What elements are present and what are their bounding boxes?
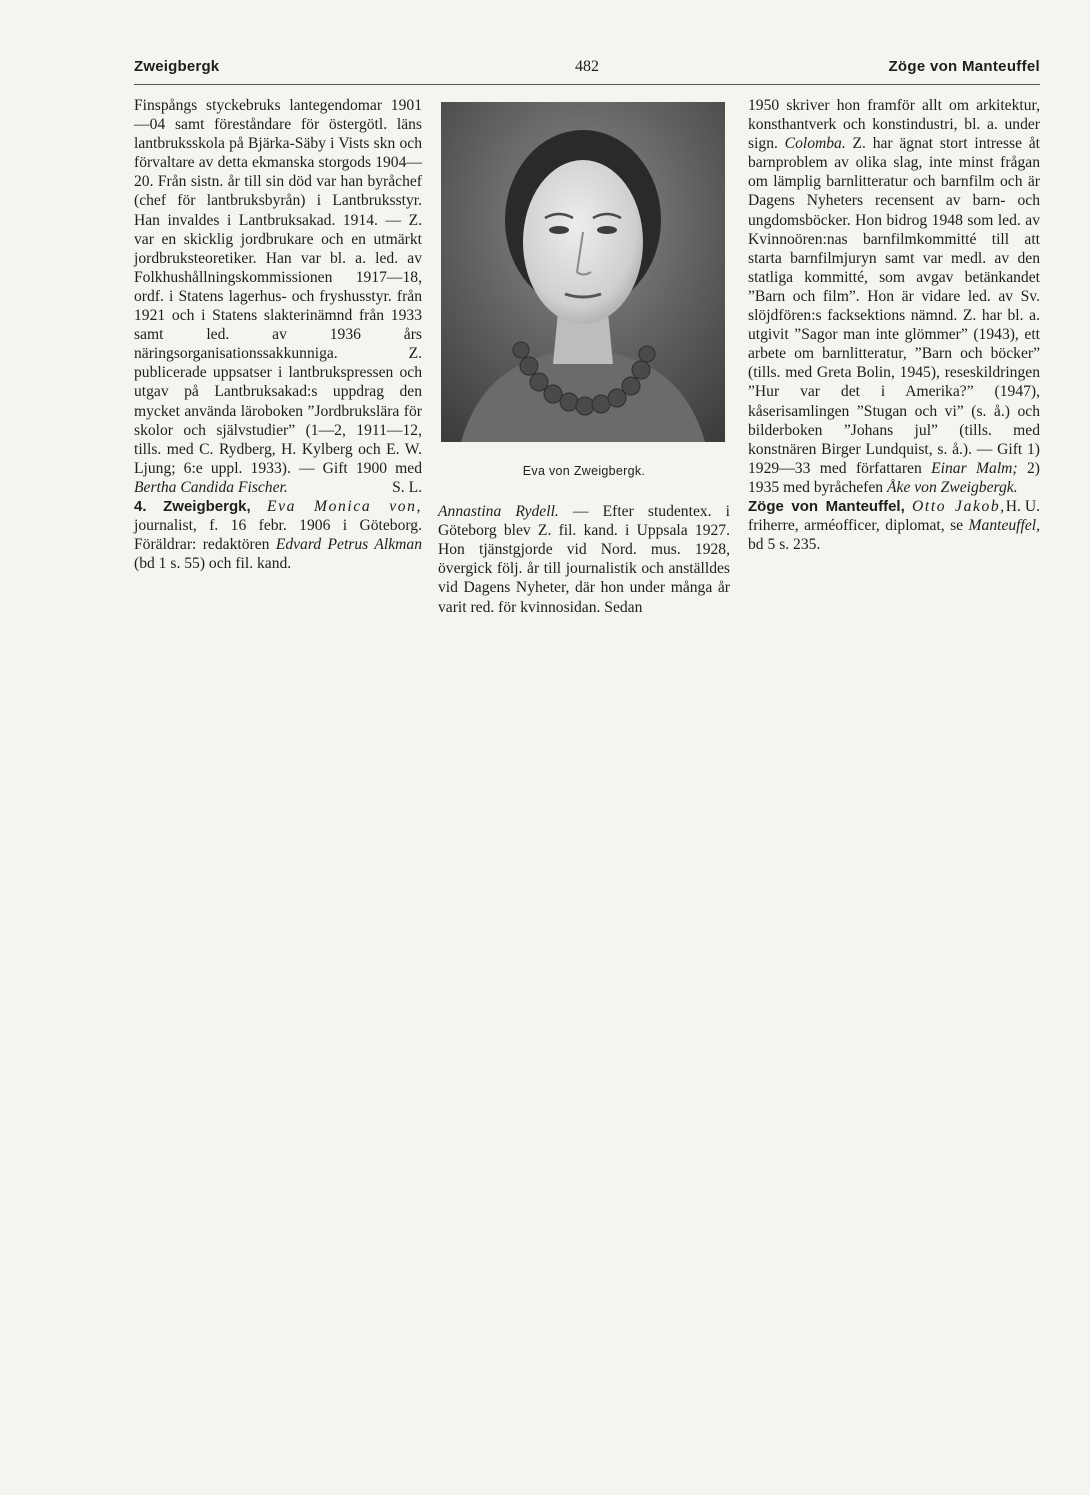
entry-eva-father: Edvard Petrus Alkman: [275, 536, 422, 554]
portrait-photo: [441, 102, 725, 442]
entry-eva-end-text-a: 1950 skriver hon framför allt om arkitektur, konsthantverk och konstindustri, bl. a. under sign.: [748, 97, 1040, 153]
entry-zoge-reference: Manteuffel,: [968, 517, 1040, 535]
entry-eva-text-rest: (bd 1 s. 55) och fil. kand.: [134, 555, 292, 573]
header-rule: [134, 84, 1040, 85]
entry-eva-husband-1: Einar Malm;: [931, 459, 1018, 477]
entry-eva-mother: Annastina Rydell.: [438, 503, 559, 521]
paragraph-entry-eva-continued: [438, 502, 730, 617]
entry-zoge-text: friherre, arméofficer, diplomat, se: [748, 517, 964, 535]
entry-eva-continued-text: — Efter studentex. i Göteborg blev Z. fil. kand. i Uppsala 1927. Hon tjänstgjorde vid Nord. mus. 1928, övergick följ. år till journalistik och anställdes vid Dagens Nyheter, där hon under många år varit red. för kvinnosidan. Sedan: [438, 503, 730, 616]
column-middle: [438, 96, 730, 617]
entry-eva-end-text-b: Z. har ägnat stort intresse åt barnproblem av olika slag, inte minst frågan om lämplig barnlitteratur och barnfilm och är Dagens Nyheters recensent av barn- och ungdomsböcker. Hon bidrog 1948 som led. av Kvinnoören:nas barnfilmkommitté till att starta barnfilmjuryn samt var medl. av den statliga kommitté, som avgav betänkandet ”Barn och film”. Hon är vidare led. av Sv. slöjdfören:s facksektions nämnd. Z. har bl. a. utgivit ”Sagor man inte glömmer” (1943), ett arbete om barnlitteratur, ”Barn och böcker” (tills. med Greta Bolin, 1945), reseskildringen ”Hur var det i Amerika?” (1947), kåserisamlingen ”Stugan och vi” (s. å.) och bilderboken ”Johans jul” (tills. med konstnären Birger Lundquist, s. å.). — Gift 1) 1929—33 med författaren: [748, 135, 1041, 477]
entry-zoge-text-rest: bd 5 s. 235.: [748, 536, 821, 554]
page-header: [134, 58, 1040, 84]
header-right-word: Zöge von Manteuffel: [888, 58, 1040, 75]
portrait-caption: Eva von Zweigbergk.: [522, 464, 646, 478]
entry-eva-text: journalist, f. 16 febr. 1906 i Göteborg. Föräldrar: redaktören: [134, 517, 422, 554]
entry-title-zweigbergk: 4. Zweigbergk,: [134, 497, 251, 515]
entry-name-otto: Otto Jakob,: [912, 497, 1006, 515]
previous-entry-spouse: Bertha Candida Fischer.: [134, 478, 288, 496]
page-number: 482: [575, 58, 599, 75]
paragraph-entry-zoge: [748, 497, 1040, 554]
paragraph-previous-entry: [134, 96, 422, 497]
entry-title-zoge: Zöge von Manteuffel,: [748, 497, 905, 515]
entry-eva-author-signature: H. U.: [1005, 497, 1040, 515]
previous-entry-signature: S. L.: [392, 478, 422, 496]
entry-name-eva: Eva Monica von,: [267, 497, 423, 515]
column-left: [134, 96, 422, 573]
header-left-word: Zweigbergk: [134, 58, 220, 75]
previous-entry-text: Finspångs styckebruks lantegendomar 1901—04 samt föreståndare för östergötl. läns lantbruksskola på Bjärka-Säby i Vists skn och förvaltare av detta ekmanska storgods 1904—20. Från sistn. år till sin död var han byråchef (chef för lantbruksbyrån) i Lantbruksstyr. Han invaldes i Lantbruksakad. 1914. — Z. var en skicklig jordbrukare och en utmärkt jordbruksteoretiker. Han var bl. a. led. av Folkhushållningskommissionen 1917—18, ordf. i Statens lagerhus- och fryshusstyr. från 1921 och i Statens slakterinämnd från 1933 samt led. av 1936 års näringsorganisationssakkunniga. Z. publicerade uppsatser i lantbrukspressen och utgav på Lantbruksakad:s uppdrag den mycket använda läroboken ”Jordbrukslära för skolor och självstudier” (1—2, 1911—12, tills. med C. Rydberg, H. Kylberg och E. W. Ljung; 6:e uppl. 1933). — Gift 1900 med: [134, 97, 422, 477]
column-right: [748, 96, 1040, 554]
entry-eva-signature-name: Colomba.: [784, 135, 846, 153]
entry-eva-husband-2: Åke von Zweigbergk.: [887, 478, 1018, 496]
entry-eva-end-text-c: 2) 1935 med byråchefen: [748, 459, 1040, 496]
portrait-illustration: [441, 102, 725, 442]
paragraph-entry-eva: [134, 497, 422, 573]
